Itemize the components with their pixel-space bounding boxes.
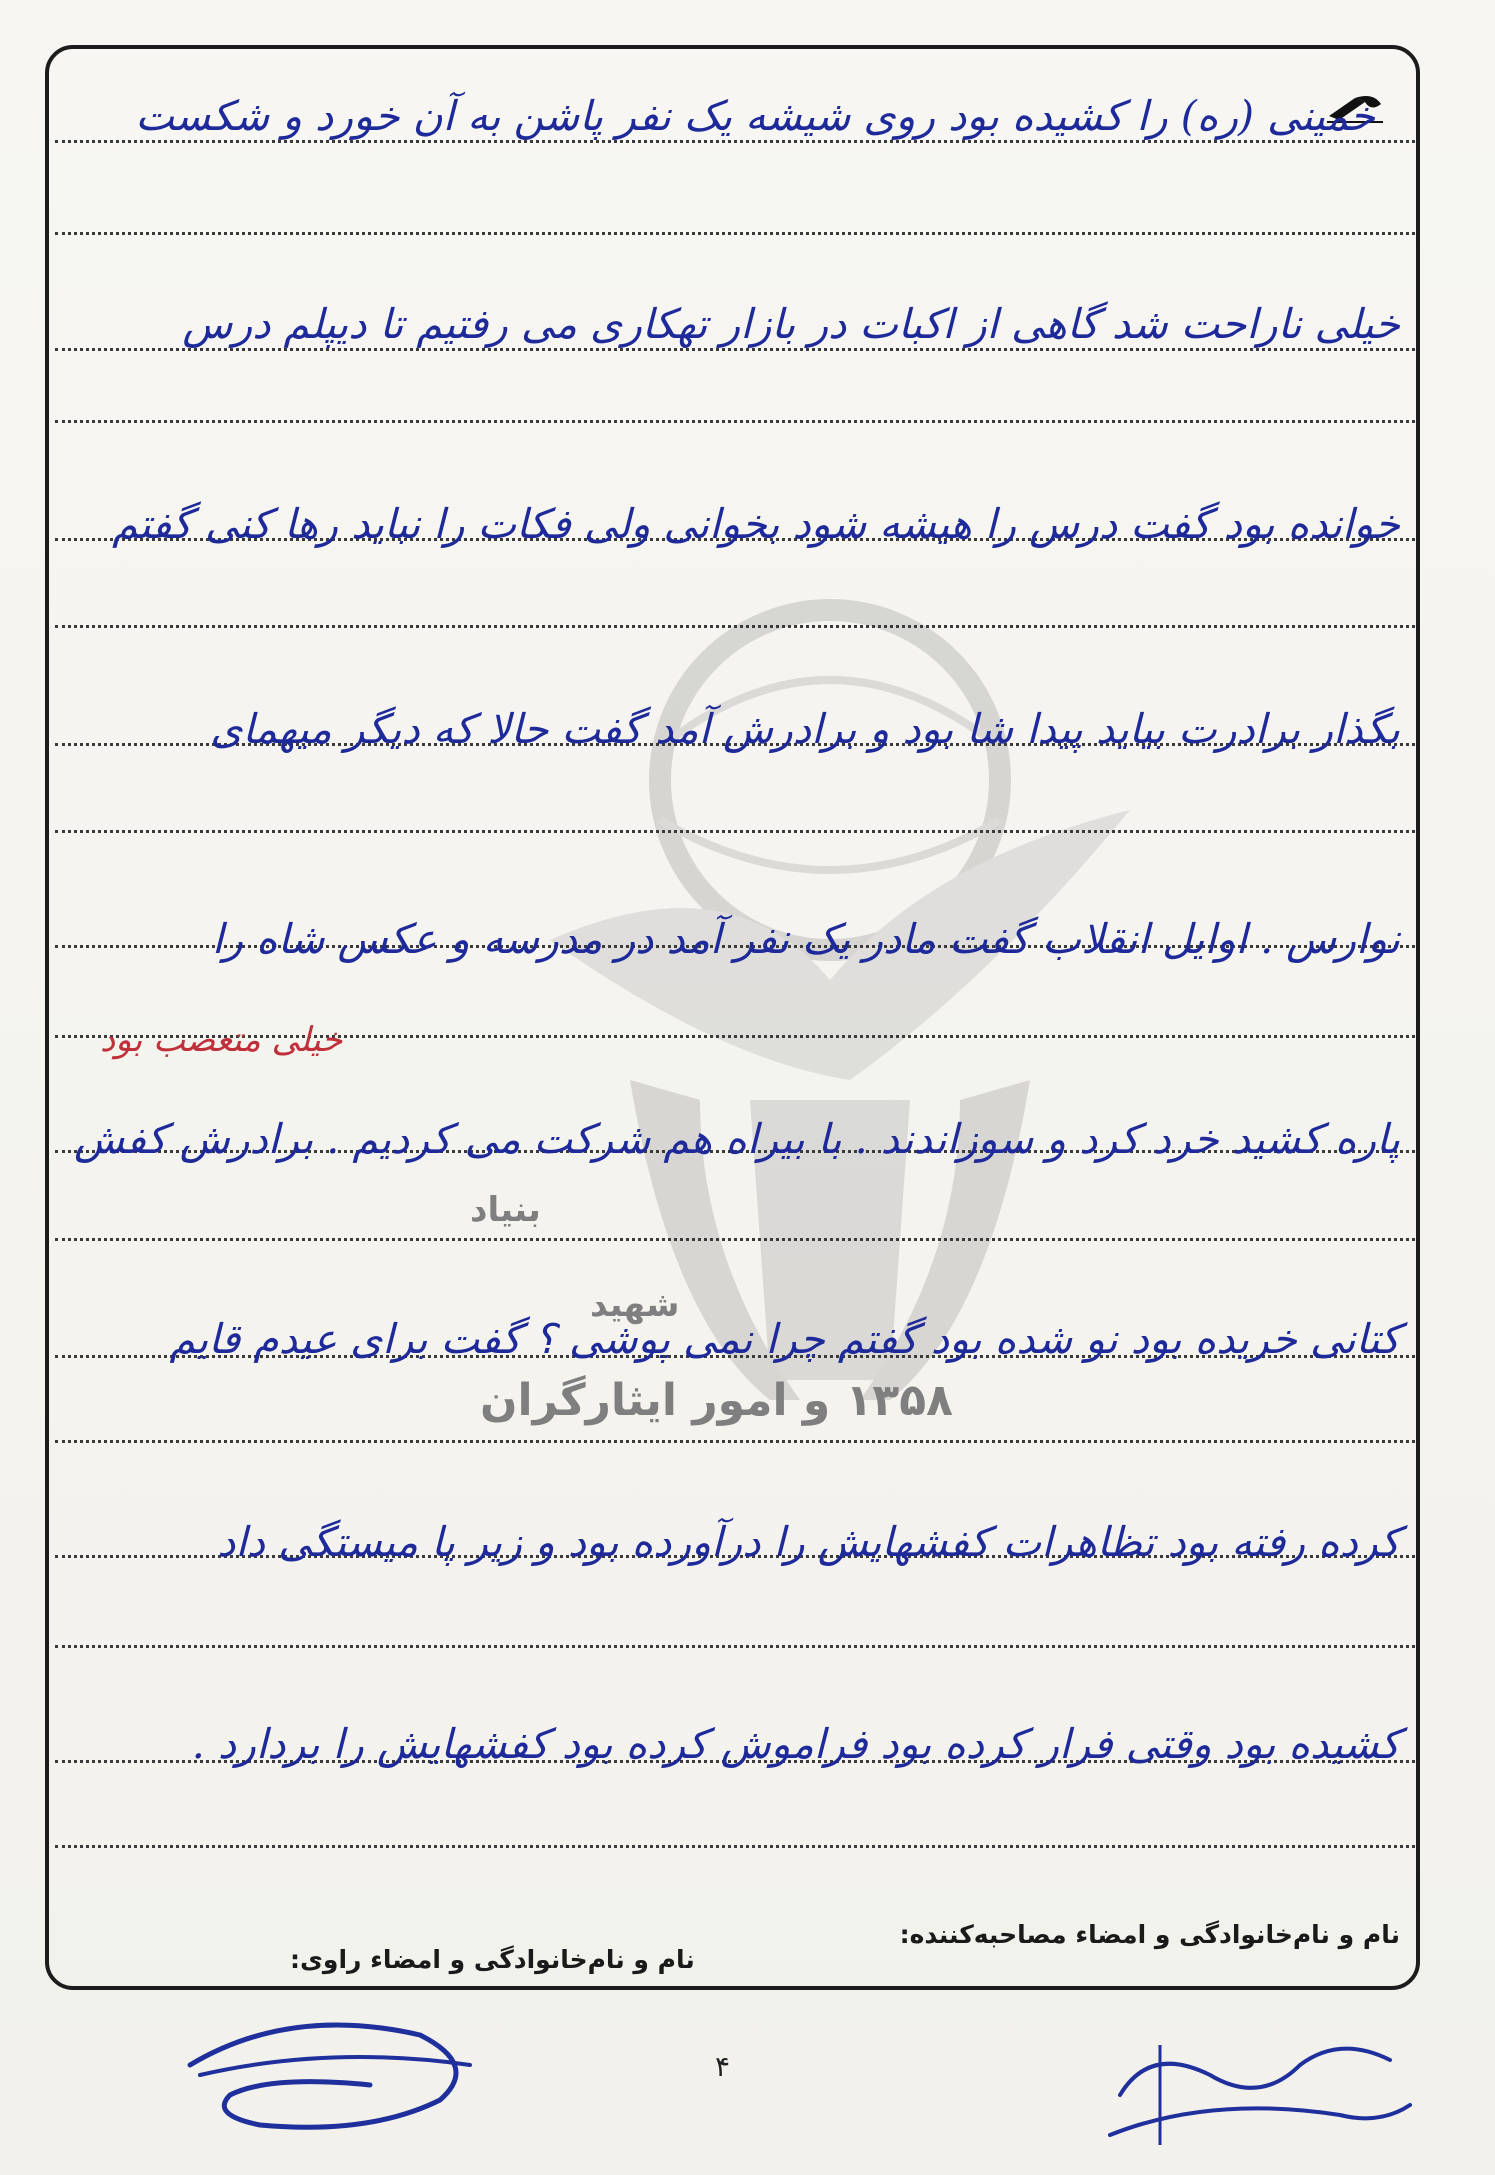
- handwritten-line: کشیده بود وقتی فرار کرده بود فراموش کرده بود کفشهایش را بردارد .: [191, 1720, 1400, 1768]
- watermark-text-3: ۱۳۵۸ و امور ایثارگران: [480, 1375, 953, 1426]
- ruled-line: [55, 830, 1415, 833]
- watermark-text-1: بنیاد: [470, 1190, 541, 1230]
- handwritten-line: کتانی خریده بود نو شده بود گفتم چرا نمی پوشی ؟ گفت برای عیدم قایم: [169, 1315, 1400, 1363]
- ruled-line: [55, 1645, 1415, 1648]
- handwritten-line: کرده رفته بود تظاهرات کفشهایش را درآورده بود و زیر پا میستگی داد: [217, 1518, 1400, 1566]
- handwritten-line: نوارس . اوایل انقلاب گفت مادر یک نفر آمد در مدرسه و عکس شاه را: [211, 915, 1400, 963]
- ruled-line: [55, 1440, 1415, 1443]
- ruled-line: [55, 1845, 1415, 1848]
- ruled-line: [55, 348, 1415, 351]
- interviewer-signature-label: نام و نام‌خانوادگی و امضاء مصاحبه‌کننده:: [899, 1920, 1400, 1949]
- handwritten-line: خمینی (ره) را کشیده بود روی شیشه یک نفر پاشن به آن خورد و شکست: [135, 92, 1375, 140]
- watermark-text-2: شهید: [590, 1285, 680, 1325]
- handwritten-line: خیلی ناراحت شد گاهی از اکبات در بازار تهکاری می رفتیم تا دیپلم درس: [182, 300, 1400, 348]
- ruled-line: [55, 232, 1415, 235]
- interviewer-signature: [1090, 2005, 1420, 2155]
- page-number: ۴: [715, 2050, 731, 2083]
- ruled-line: [55, 140, 1415, 143]
- narrator-signature: [170, 2005, 490, 2155]
- margin-note: خیلی متعصب بود: [100, 1020, 343, 1060]
- ruled-line: [55, 420, 1415, 423]
- ruled-line: [55, 625, 1415, 628]
- narrator-signature-label: نام و نام‌خانوادگی و امضاء راوی:: [290, 1945, 695, 1974]
- handwritten-line: خوانده بود گفت درس را هیشه شود بخوانی ولی فکات را نباید رها کنی گفتم: [112, 500, 1400, 548]
- handwritten-line: پاره کشید خرد کرد و سوزاندند . با بیراه هم شرکت می کردیم . برادرش کفش: [74, 1115, 1400, 1163]
- handwritten-line: بگذار برادرت بیاید پیدا شا بود و برادرش آمد گفت حالا که دیگر میهمای: [210, 705, 1400, 753]
- ruled-line: [55, 1238, 1415, 1241]
